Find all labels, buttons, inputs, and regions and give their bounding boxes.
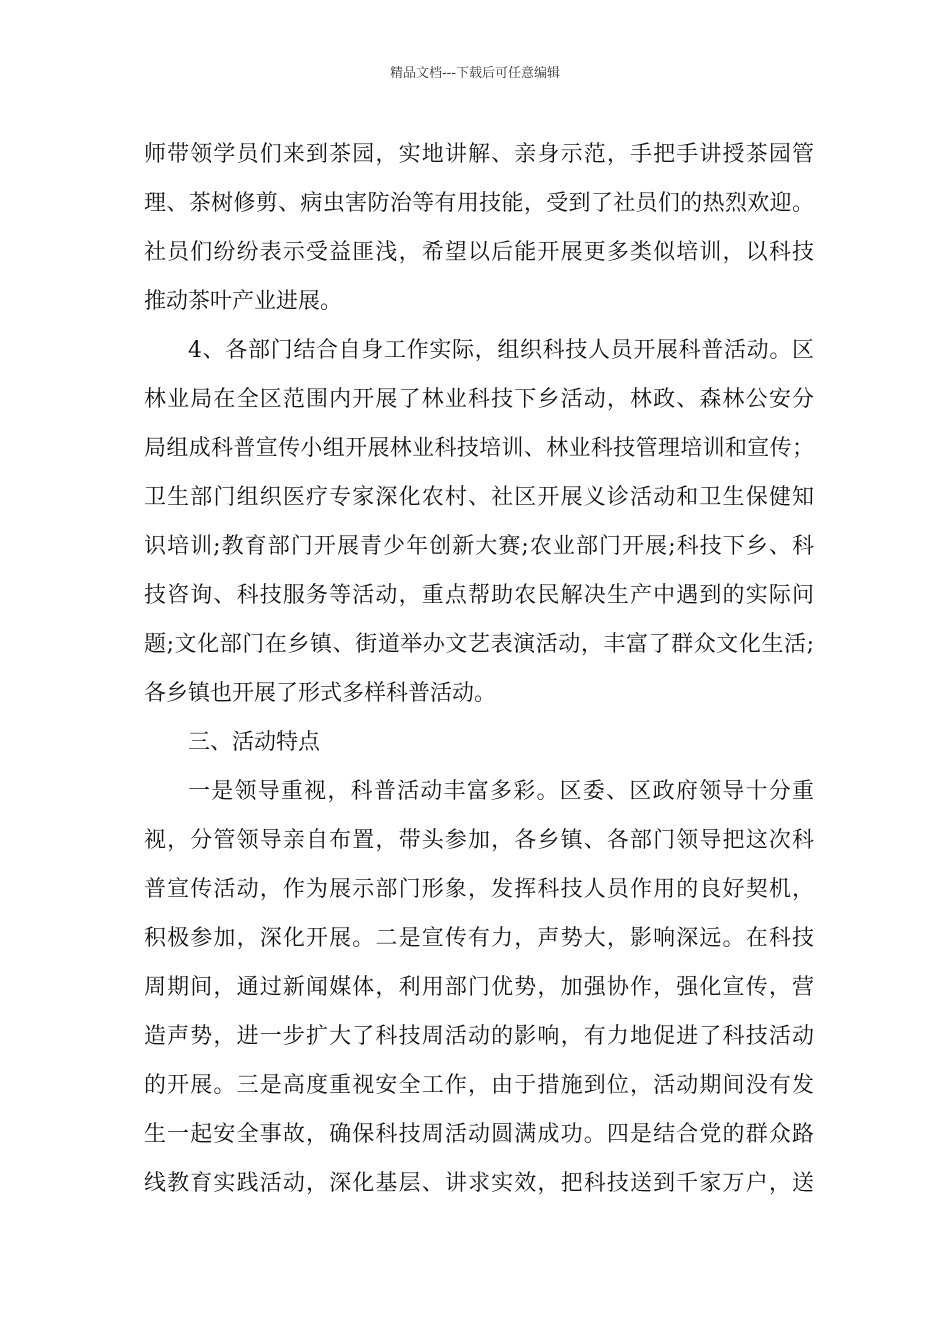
text-line: 生一起安全事故，确保科技周活动圆满成功。四是结合党的群众路 (144, 1122, 814, 1147)
text-line: 局组成科普宣传小组开展林业科技培训、林业科技管理培训和宣传； (144, 436, 814, 461)
text-line: 的开展。三是高度重视安全工作，由于措施到位，活动期间没有发 (144, 1073, 814, 1098)
paragraph-start-line: 一是领导重视，科普活动丰富多彩。区委、区政府领导十分重 (188, 779, 814, 804)
text-line: 师带领学员们来到茶园，实地讲解、亲身示范，手把手讲授茶园管 (144, 142, 814, 167)
text-line: 推动茶叶产业进展。 (144, 289, 343, 314)
text-line: 周期间，通过新闻媒体，利用部门优势，加强协作，强化宣传，营 (144, 975, 814, 1000)
text-line: 视，分管领导亲自布置，带头参加，各乡镇、各部门领导把这次科 (144, 828, 814, 853)
text-line: 线教育实践活动，深化基层、讲求实效，把科技送到千家万户，送 (144, 1171, 814, 1196)
text-line: 造声势，进一步扩大了科技周活动的影响，有力地促进了科技活动 (144, 1024, 814, 1049)
text-line: 各乡镇也开展了形式多样科普活动。 (144, 681, 497, 706)
text-line: 题;文化部门在乡镇、街道举办文艺表演活动，丰富了群众文化生活; (144, 632, 814, 657)
text-line: 积极参加，深化开展。二是宣传有力，声势大，影响深远。在科技 (144, 926, 814, 951)
text-line: 技咨询、科技服务等活动，重点帮助农民解决生产中遇到的实际问 (144, 583, 814, 608)
text-line: 卫生部门组织医疗专家深化农村、社区开展义诊活动和卫生保健知 (144, 485, 814, 510)
text-line: 理、茶树修剪、病虫害防治等有用技能，受到了社员们的热烈欢迎。 (144, 191, 814, 216)
text-line: 林业局在全区范围内开展了林业科技下乡活动，林政、森林公安分 (144, 387, 814, 412)
paragraph-start-line: 4、各部门结合自身工作实际，组织科技人员开展科普活动。区 (188, 338, 814, 363)
text-line: 普宣传活动，作为展示部门形象，发挥科技人员作用的良好契机， (144, 877, 814, 902)
document-body (144, 130, 814, 1208)
text-line: 社员们纷纷表示受益匪浅，希望以后能开展更多类似培训，以科技 (144, 240, 814, 265)
text-line: 识培训;教育部门开展青少年创新大赛;农业部门开展;科技下乡、科 (144, 534, 814, 559)
page-header: 精品文档---下载后可任意编辑 (389, 66, 561, 81)
section-heading: 三、活动特点 (188, 730, 321, 755)
